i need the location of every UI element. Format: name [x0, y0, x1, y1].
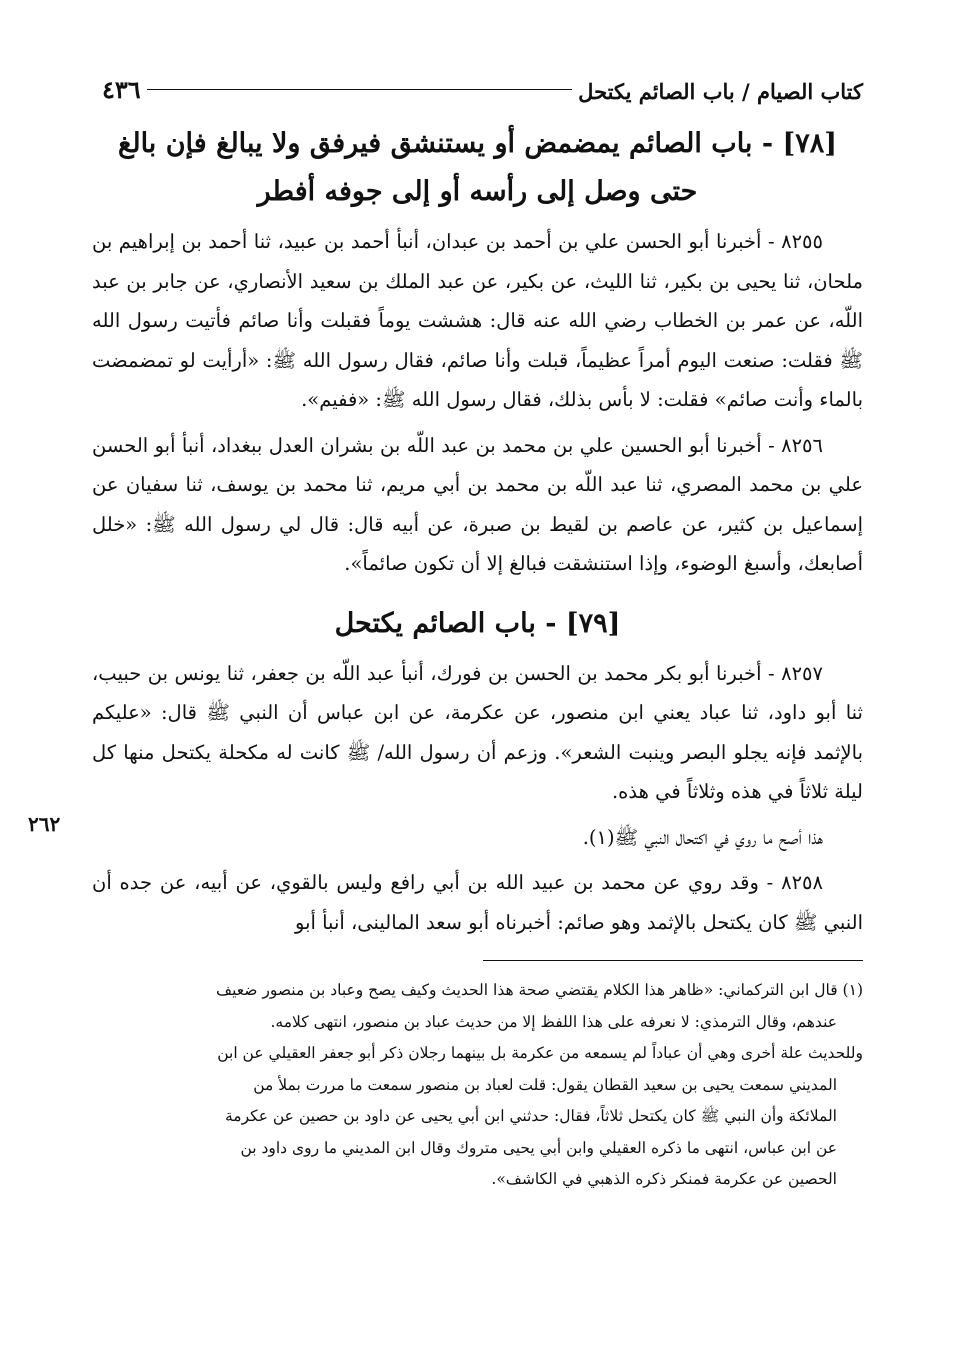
footnote — [92, 975, 863, 1196]
running-title: كتاب الصيام / باب الصائم يكتحل — [578, 79, 863, 104]
page-header — [92, 60, 863, 104]
footnote-rule — [483, 960, 863, 961]
manuscript-page-marker: ٢٦٢ — [28, 812, 61, 836]
footnote-line: (١) قال ابن التركماني: «ظاهر هذا الكلام يقتضي صحة هذا الحديث وكيف يصح وعباد بن منصور ضعيف — [216, 981, 863, 999]
footnote-line: عن ابن عباس، انتهى ما ذكره العقيلي وابن أبي يحيى متروك وقال ابن المديني ما روى داود بن — [240, 1138, 837, 1157]
hadith-8257: ٨٢٥٧ - أخبرنا أبو بكر محمد بن الحسن بن فورك، أنبأ عبد اللّه بن جعفر، ثنا يونس بن حبيب، ثنا أبو داود، ثنا عباد يعني ابن منصور، عن عكرمة، عن ابن عباس أن النبي ﷺ قال: «عليكم بالإثمد فإنه يجلو البصر وينبت الشعر». وزعم أن رسول الله/ ﷺ كانت له مكحلة يكتحل منها كل ليلة ثلاثاً في هذه وثلاثاً في هذه. — [92, 661, 863, 803]
hadith-8256: ٨٢٥٦ - أخبرنا أبو الحسين علي بن محمد بن عبد اللّه بن بشران العدل ببغداد، أنبأ أبو الحسن علي بن محمد المصري، ثنا عبد اللّه بن محمد بن أبي مريم، ثنا محمد بن يوسف، ثنا سفيان عن إسماعيل بن كثير، عن عاصم بن لقيط بن صبرة، عن أبيه قال: قال لي رسول الله ﷺ: «خلل أصابعك، وأسبغ الوضوء، وإذا استنشقت فبالغ إلا أن تكون صائماً». — [92, 433, 863, 575]
author-note: هذا أصح ما روي في اكتحال النبي ﷺ(١). — [582, 825, 823, 849]
footnote-line: الملائكة وأن النبي ﷺ كان يكتحل ثلاثاً، فقال: حدثني ابن أبي يحيى عن داود بن حصين عن عكرمة — [224, 1107, 837, 1125]
chapter-79-title: [٧٩] - باب الصائم يكتحل — [334, 607, 621, 639]
footnote-line: المديني سمعت يحيى بن سعيد القطان يقول: قلت لعباد بن منصور سمعت ما مررت بملأ من — [253, 1075, 837, 1094]
header-rule — [147, 89, 573, 90]
hadith-8255: ٨٢٥٥ - أخبرنا أبو الحسن علي بن أحمد بن عبدان، أنبأ أحمد بن عبيد، ثنا أحمد بن إبراهيم بن ملحان، ثنا يحيى بن بكير، ثنا الليث، عن بكير، عن عبد الملك بن سعيد الأنصاري، عن جابر بن عبد اللّه، عن عمر بن الخطاب رضي الله عنه قال: هششت يوماً فقبلت وأنا صائم فأتيت رسول الله ﷺ فقلت: صنعت اليوم أمراً عظيماً، قبلت وأنا صائم، فقال رسول الله ﷺ: «أرأيت لو تمضمضت بالماء وأنت صائم» فقلت: لا بأس بذلك، فقال رسول الله ﷺ: «ففيم». — [92, 230, 863, 411]
hadith-8258: ٨٢٥٨ - وقد روي عن محمد بن عبيد الله بن أبي رافع وليس بالقوي، عن أبيه، عن جده أن النبي ﷺ كان يكتحل بالإثمد وهو صائم: أخبرناه أبو سعد المالينی، أنبأ أبو — [92, 871, 863, 934]
footnote-line: الحصين عن عكرمة فمنكر ذكره الذهبي في الكاشف». — [491, 1170, 837, 1188]
footnote-line: عندهم، وقال الترمذي: لا نعرفه على هذا اللفظ إلا من حديث عباد بن منصور، انتهى كلامه. — [270, 1012, 837, 1031]
page-number: ٤٣٦ — [102, 75, 141, 104]
chapter-78-title: [٧٨] - باب الصائم يمضمض أو يستنشق فيرفق ولا يبالغ فإن بالغ حتى وصل إلى رأسه أو إلى جوفه أفطر — [117, 128, 838, 207]
footnote-line: وللحديث علة أخرى وهي أن عباداً لم يسمعه من عكرمة بل بينهما رجلان ذكر أبو جعفر العقيلي عن ابن — [217, 1044, 863, 1062]
